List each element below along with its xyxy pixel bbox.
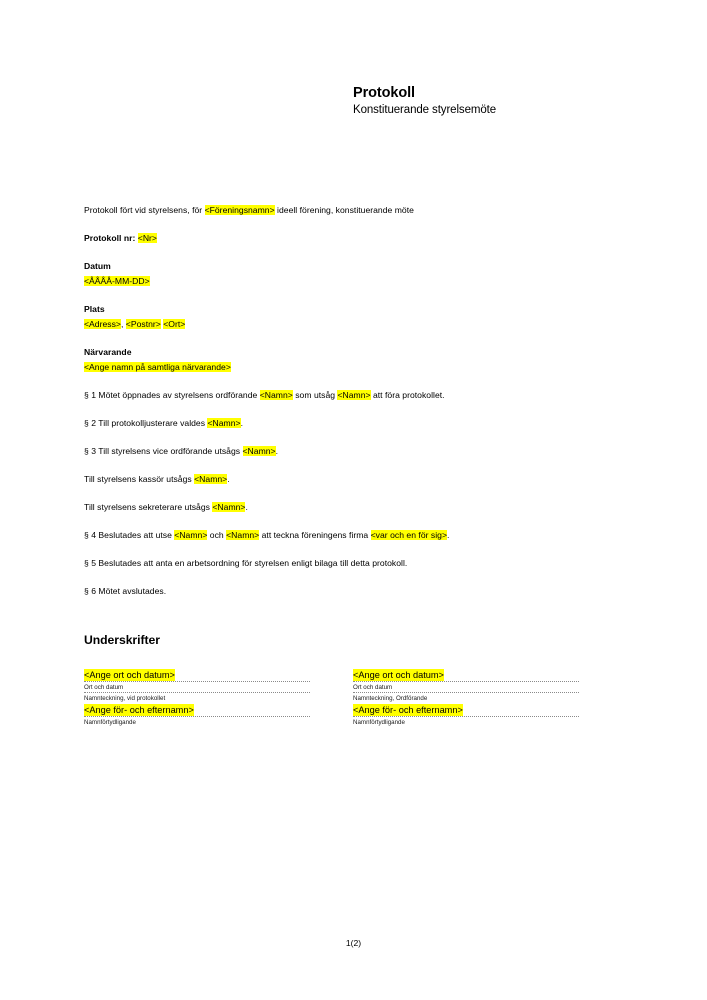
placeholder-foreningsnamn[interactable]: <Föreningsnamn> xyxy=(204,205,275,215)
placeholder-ort[interactable]: <Ort> xyxy=(163,319,186,329)
par6-text: § 6 Mötet avslutades. xyxy=(84,586,167,596)
par2-text-1: § 2 Till protokolljusterare valdes xyxy=(84,418,208,428)
plats-separator: , xyxy=(120,319,126,329)
signatures-place-date-row xyxy=(84,668,608,727)
document-header xyxy=(353,85,653,118)
intro-paragraph xyxy=(84,205,614,216)
page-subtitle: Konstituerande styrelsemöte xyxy=(353,104,497,116)
placeholder-narvarande[interactable]: <Ange namn på samtliga närvarande> xyxy=(84,362,231,372)
kassor-text-1: Till styrelsens kassör utsågs xyxy=(84,474,195,484)
page-title: Protokoll xyxy=(353,85,415,101)
signature-block-left xyxy=(84,668,310,727)
signatures-heading: Underskrifter xyxy=(84,633,160,647)
signatures-section xyxy=(84,668,608,727)
intro-text-after: ideell förening, konstituerande möte xyxy=(274,205,414,215)
par4-text-3: att teckna föreningens firma xyxy=(259,530,371,540)
right-place-date-value-row xyxy=(353,668,579,681)
sekreterare-text-2: . xyxy=(245,502,248,512)
par3-placeholder-vice-ordforande[interactable]: <Namn> xyxy=(242,446,276,456)
datum-label: Datum xyxy=(84,261,111,271)
narvarande-value-row xyxy=(84,362,614,373)
placeholder-adress[interactable]: <Adress> xyxy=(84,319,121,329)
right-name-caption: Namnförtydligande xyxy=(353,719,405,726)
paragraph-3 xyxy=(84,446,614,457)
plats-label-row xyxy=(84,304,614,315)
left-placeholder-ort-datum[interactable]: <Ange ort och datum> xyxy=(84,670,175,680)
signature-block-right xyxy=(353,668,579,727)
right-signature-caption: Namnteckning, Ordförande xyxy=(353,695,428,702)
right-placeholder-ort-datum[interactable]: <Ange ort och datum> xyxy=(353,670,444,680)
par2-placeholder-justerare[interactable]: <Namn> xyxy=(207,418,241,428)
placeholder-datum[interactable]: <ÅÅÅÅ-MM-DD> xyxy=(84,276,150,286)
par4-placeholder-namn-2[interactable]: <Namn> xyxy=(226,530,260,540)
placeholder-postnr[interactable]: <Postnr> xyxy=(125,319,161,329)
par1-placeholder-ordforande[interactable]: <Namn> xyxy=(259,390,293,400)
protokoll-nr-row xyxy=(84,233,614,244)
protokoll-nr-label: Protokoll nr: xyxy=(84,233,136,243)
par1-text-3: att föra protokollet. xyxy=(370,390,445,400)
paragraph-1 xyxy=(84,390,614,401)
par1-placeholder-protokollforare[interactable]: <Namn> xyxy=(337,390,371,400)
kassor-text-2: . xyxy=(227,474,230,484)
left-place-date-value-row xyxy=(84,668,310,681)
left-name-caption: Namnförtydligande xyxy=(84,719,136,726)
paragraph-sekreterare xyxy=(84,502,614,513)
par1-text-1: § 1 Mötet öppnades av styrelsens ordförande xyxy=(84,390,260,400)
par3-text-1: § 3 Till styrelsens vice ordförande utsågs xyxy=(84,446,243,456)
intro-text-before: Protokoll fört vid styrelsens, för xyxy=(84,205,205,215)
kassor-placeholder-namn[interactable]: <Namn> xyxy=(194,474,228,484)
par4-placeholder-namn-1[interactable]: <Namn> xyxy=(174,530,208,540)
plats-value-row xyxy=(84,319,614,330)
right-name-value-row xyxy=(353,703,579,716)
page-footer: 1(2) xyxy=(345,938,362,948)
par2-text-2: . xyxy=(240,418,243,428)
datum-value-row xyxy=(84,276,614,287)
left-name-value-row xyxy=(84,703,310,716)
document-body xyxy=(84,205,614,614)
narvarande-label: Närvarande xyxy=(84,347,132,357)
paragraph-4 xyxy=(84,530,614,541)
par4-text-2: och xyxy=(207,530,227,540)
sekreterare-text-1: Till styrelsens sekreterare utsågs xyxy=(84,502,213,512)
left-place-date-caption: Ort och datum xyxy=(84,684,124,691)
paragraph-5 xyxy=(84,558,614,569)
paragraph-kassor xyxy=(84,474,614,485)
par4-text-4: . xyxy=(447,530,450,540)
paragraph-2 xyxy=(84,418,614,429)
right-placeholder-namn[interactable]: <Ange för- och efternamn> xyxy=(353,705,463,715)
narvarande-label-row xyxy=(84,347,614,358)
par3-text-2: . xyxy=(275,446,279,456)
left-placeholder-namn[interactable]: <Ange för- och efternamn> xyxy=(84,705,194,715)
par5-text: § 5 Beslutades att anta en arbetsordning för styrelsen enligt bilaga till detta protokoll. xyxy=(84,558,408,568)
paragraph-6 xyxy=(84,586,614,597)
par4-text-1: § 4 Beslutades att utse xyxy=(84,530,175,540)
left-signature-caption: Namnteckning, vid protokollet xyxy=(84,695,166,702)
par1-text-2: som utsåg xyxy=(292,390,338,400)
placeholder-protokoll-nr[interactable]: <Nr> xyxy=(137,233,157,243)
plats-label: Plats xyxy=(84,304,105,314)
right-place-date-caption: Ort och datum xyxy=(353,684,393,691)
datum-label-row xyxy=(84,261,614,272)
sekreterare-placeholder-namn[interactable]: <Namn> xyxy=(212,502,246,512)
par4-placeholder-firmateckning[interactable]: <var och en för sig> xyxy=(370,530,447,540)
